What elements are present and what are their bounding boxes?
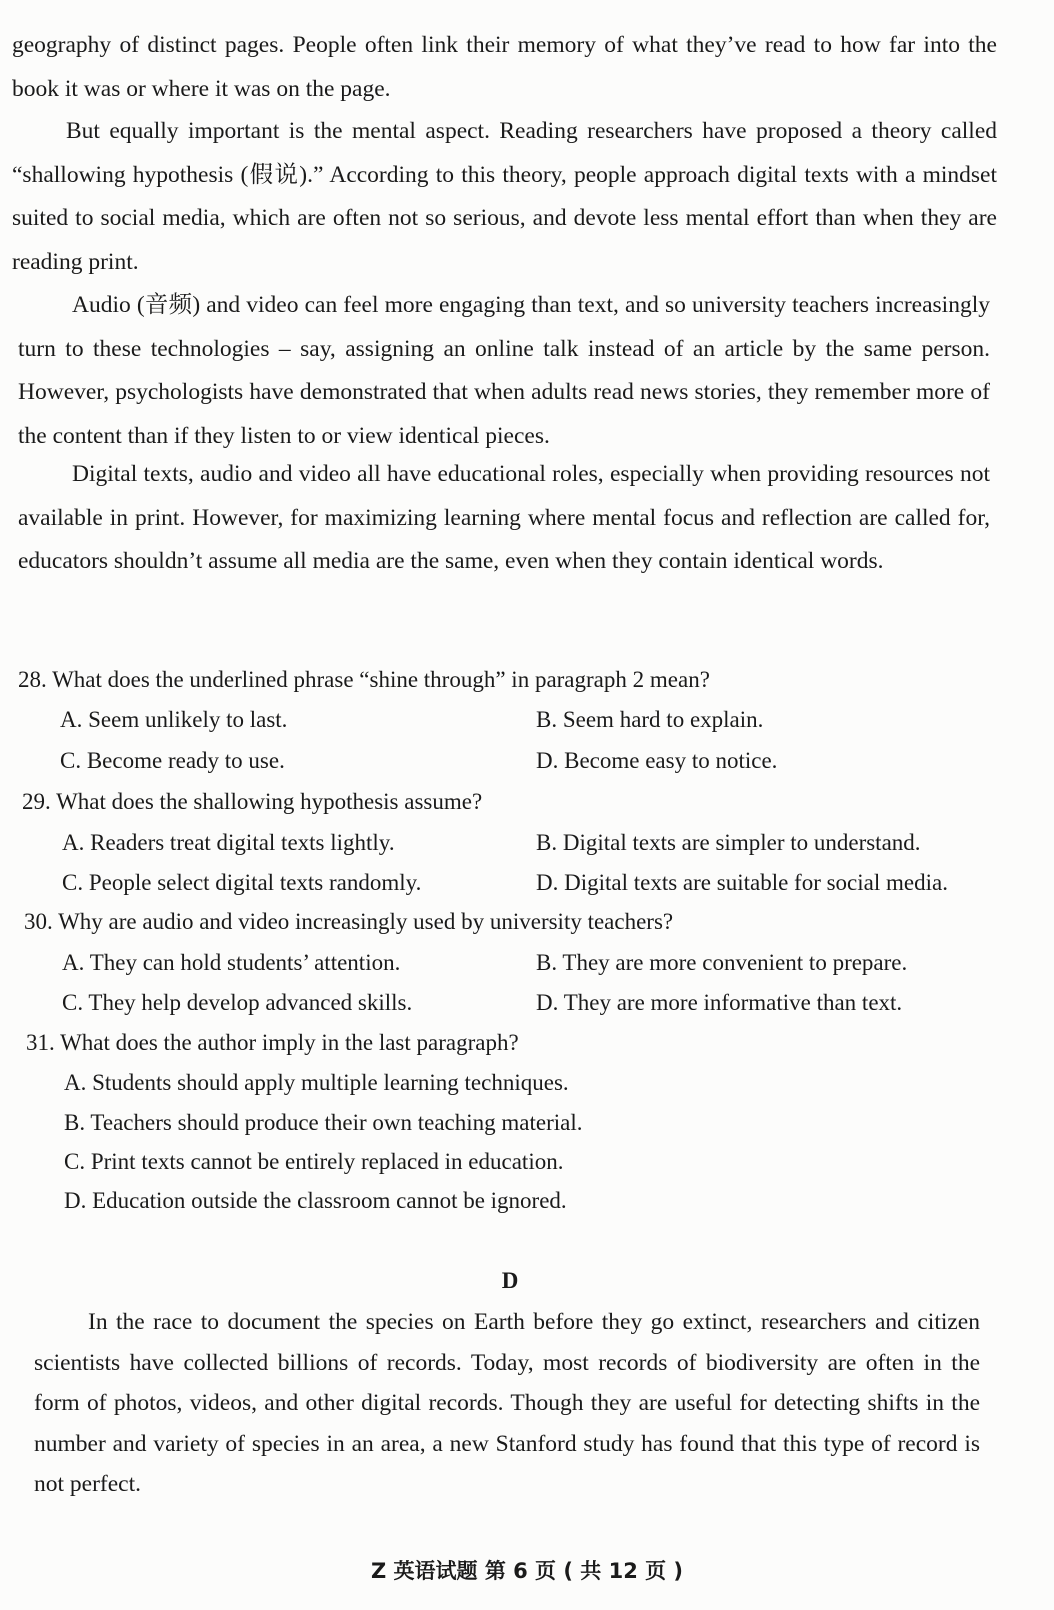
question-28-stem: 28. What does the underlined phrase “shine through” in paragraph 2 mean? <box>18 667 710 692</box>
passage-c-paragraph-2: But equally important is the mental aspect. Reading researchers have proposed a theory called “shallowing hypothesis (假说).” According to this theory, people approach digital texts with a mindset suited to social media, which are often not so serious, and devote less mental effort than when they are reading print. <box>12 118 997 275</box>
passage-c-paragraph-3: Audio (音频) and video can feel more engaging than text, and so university teachers increasingly turn to these technologies – say, assigning an online talk instead of an article by the same person. However, psychologists have demonstrated that when adults read news stories, they remember more of the content than if they listen to or view identical pieces. <box>18 292 990 449</box>
question-31-option-a: A. Students should apply multiple learning techniques. <box>64 1070 569 1095</box>
question-29-option-a: A. Readers treat digital texts lightly. <box>62 830 395 855</box>
passage-d-heading: D <box>501 1268 519 1293</box>
question-31-option-d: D. Education outside the classroom cannot be ignored. <box>64 1188 567 1213</box>
question-28-option-a: A. Seem unlikely to last. <box>60 707 288 732</box>
question-28-option-d: D. Become easy to notice. <box>536 748 778 773</box>
question-28-option-c: C. Become ready to use. <box>60 748 285 773</box>
passage-c-paragraph-1: geography of distinct pages. People often link their memory of what they’ve read to how far into the book it was or where it was on the page. <box>12 32 997 102</box>
question-30-stem: 30. Why are audio and video increasingly used by university teachers? <box>24 909 674 934</box>
question-30-option-d: D. They are more informative than text. <box>536 990 903 1015</box>
passage-c-paragraph-4: Digital texts, audio and video all have educational roles, especially when providing resources not available in print. However, for maximizing learning where mental focus and reflection are called for, educators shouldn’t assume all media are the same, even when they contain identical words. <box>18 461 990 574</box>
question-30-option-b: B. They are more convenient to prepare. <box>536 950 908 975</box>
question-31-option-b: B. Teachers should produce their own teaching material. <box>64 1110 583 1135</box>
passage-d-paragraph: In the race to document the species on Earth before they go extinct, researchers and citizen scientists have collected billions of records. Today, most records of biodiversity are often in the form of photos, videos, and other digital records. Though they are useful for detecting shifts in the number and variety of species in an area, a new Stanford study has found that this type of record is not perfect. <box>34 1309 980 1497</box>
question-31-option-c: C. Print texts cannot be entirely replaced in education. <box>64 1149 564 1174</box>
question-29-option-c: C. People select digital texts randomly. <box>62 870 422 895</box>
question-29-option-d: D. Digital texts are suitable for social media. <box>536 870 948 895</box>
question-30-option-a: A. They can hold students’ attention. <box>62 950 401 975</box>
question-29-stem: 29. What does the shallowing hypothesis assume? <box>22 789 483 814</box>
question-30-option-c: C. They help develop advanced skills. <box>62 990 413 1015</box>
question-29-option-b: B. Digital texts are simpler to understand. <box>536 830 921 855</box>
page-footer: Z 英语试题 第 6 页 ( 共 12 页 ) <box>370 1559 684 1583</box>
question-28-option-b: B. Seem hard to explain. <box>536 707 764 732</box>
question-31-stem: 31. What does the author imply in the last paragraph? <box>26 1030 519 1055</box>
